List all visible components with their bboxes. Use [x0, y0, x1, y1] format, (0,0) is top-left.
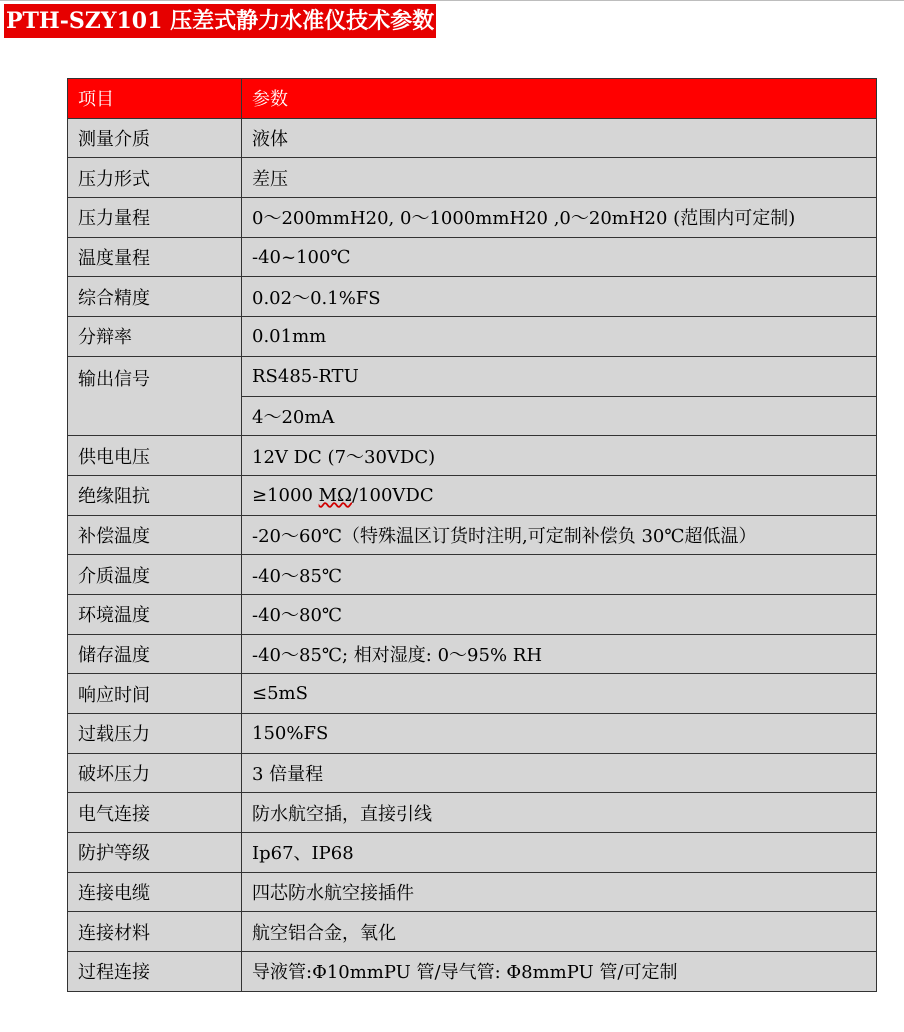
row-value: 3 倍量程: [242, 753, 877, 793]
row-value: 12V DC (7～30VDC): [242, 436, 877, 476]
table-row: [68, 555, 877, 595]
table-row: [68, 277, 877, 317]
row-label: 绝缘阻抗: [68, 475, 242, 515]
row-value: 0～200mmH20, 0～1000mmH20 ,0～20mH20 (范围内可定制): [242, 198, 877, 238]
table-row: [68, 714, 877, 754]
row-label: 储存温度: [68, 634, 242, 674]
row-value: 液体: [242, 118, 877, 158]
row-value: Ip67、IP68: [242, 833, 877, 873]
row-value: 差压: [242, 158, 877, 198]
row-value: [242, 475, 877, 515]
value-unit: MΩ: [318, 484, 352, 506]
table-row: [68, 317, 877, 357]
row-label: 环境温度: [68, 594, 242, 634]
table-row: [68, 793, 877, 833]
row-label: 补偿温度: [68, 515, 242, 555]
row-label: 测量介质: [68, 118, 242, 158]
value-prefix: ≥1000: [252, 484, 319, 506]
row-value: 导液管:Φ10mmPU 管/导气管: Φ8mmPU 管/可定制: [242, 952, 877, 992]
row-label: 连接材料: [68, 912, 242, 952]
row-value: 防水航空插，直接引线: [242, 793, 877, 833]
row-label: 分辩率: [68, 317, 242, 357]
table-row: [68, 198, 877, 238]
row-value: 四芯防水航空接插件: [242, 872, 877, 912]
value-suffix: /100VDC: [351, 484, 434, 506]
table-row: [68, 356, 877, 396]
row-label: 过程连接: [68, 952, 242, 992]
row-value: ≤5mS: [242, 674, 877, 714]
row-value: 150%FS: [242, 714, 877, 754]
table-header-row: [68, 79, 877, 119]
row-label: 综合精度: [68, 277, 242, 317]
header-item: 项目: [68, 79, 242, 119]
row-label: 电气连接: [68, 793, 242, 833]
row-value: 0.01mm: [242, 317, 877, 357]
table-row: [68, 594, 877, 634]
row-value: 0.02～0.1%FS: [242, 277, 877, 317]
row-label: 防护等级: [68, 833, 242, 873]
row-value: RS485-RTU: [242, 356, 877, 396]
row-value: -40～85℃: [242, 555, 877, 595]
table-row: [68, 753, 877, 793]
row-value: -40～85℃; 相对湿度: 0～95% RH: [242, 634, 877, 674]
table-row: [68, 634, 877, 674]
table-row: [68, 158, 877, 198]
table-row: [68, 952, 877, 992]
table-row: [68, 833, 877, 873]
row-label: 供电电压: [68, 436, 242, 476]
header-param: 参数: [242, 79, 877, 119]
row-value: -20～60℃（特殊温区订货时注明,可定制补偿负 30℃超低温）: [242, 515, 877, 555]
table-row: [68, 912, 877, 952]
table-row: [68, 674, 877, 714]
table-row: [68, 515, 877, 555]
table-row: [68, 118, 877, 158]
row-value: 航空铝合金，氧化: [242, 912, 877, 952]
row-label: 连接电缆: [68, 872, 242, 912]
table-row: [68, 475, 877, 515]
row-value: -40～80℃: [242, 594, 877, 634]
row-label: 压力量程: [68, 198, 242, 238]
table-row: [68, 237, 877, 277]
row-value-secondary: 4～20mA: [242, 396, 877, 436]
row-label: 介质温度: [68, 555, 242, 595]
row-label: 响应时间: [68, 674, 242, 714]
spec-table: [67, 78, 877, 992]
row-label: 破坏压力: [68, 753, 242, 793]
row-label: 温度量程: [68, 237, 242, 277]
top-border-line: [0, 0, 904, 1]
row-label: 输出信号: [68, 356, 242, 435]
row-label: 过载压力: [68, 714, 242, 754]
page-title: PTH-SZY101 压差式静力水准仪技术参数: [4, 4, 436, 38]
table-row: [68, 872, 877, 912]
row-value: -40~100℃: [242, 237, 877, 277]
row-label: 压力形式: [68, 158, 242, 198]
table-row: [68, 436, 877, 476]
